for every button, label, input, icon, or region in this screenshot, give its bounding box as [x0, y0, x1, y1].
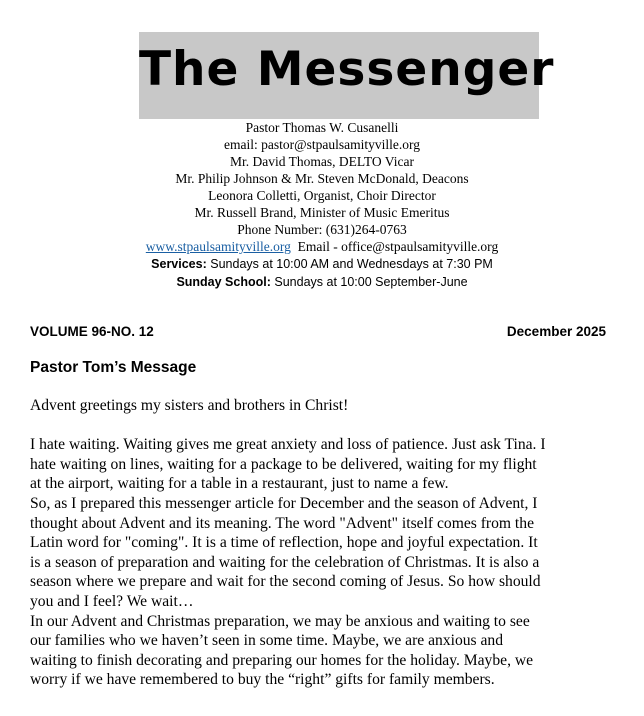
body-line: you and I feel? We wait…: [30, 592, 194, 610]
body-line: So, as I prepared this messenger article for December and the season of Advent, I: [30, 494, 538, 512]
staff-directory: [0, 119, 644, 291]
body-line: at the airport, waiting for a table in a restaurant, just to name a few.: [30, 475, 449, 493]
body-line: thought about Advent and its meaning. The word "Advent" itself comes from the: [30, 514, 534, 532]
sunday-school-label: Sunday School:: [176, 275, 271, 289]
sunday-school-text: Sundays at 10:00 September-June: [274, 275, 468, 289]
staff-line-pastor-email: email: pastor@stpaulsamityville.org: [224, 137, 420, 152]
contact-line: [0, 238, 644, 255]
body-line: I hate waiting. Waiting gives me great anxiety and loss of patience. Just ask Tina. I: [30, 436, 546, 454]
paragraph-gap: [30, 416, 620, 436]
staff-line-vicar: Mr. David Thomas, DELTO Vicar: [230, 154, 414, 169]
issue-info-row: [30, 324, 606, 344]
body-line: In our Advent and Christmas preparation, we may be anxious and waiting to see: [30, 612, 530, 630]
services-text: Sundays at 10:00 AM and Wednesdays at 7:30 PM: [210, 257, 493, 271]
body-line: Latin word for "coming". It is a time of reflection, hope and joyful expectation. It: [30, 534, 538, 552]
issue-date: December 2025: [506, 324, 606, 339]
message-heading: Pastor Tom’s Message: [30, 359, 197, 376]
staff-line-pastor: Pastor Thomas W. Cusanelli: [245, 120, 399, 135]
staff-line-phone: Phone Number: (631)264-0763: [237, 222, 407, 237]
body-line: hate waiting on lines, waiting for a package to be delivered, waiting for my flight: [30, 455, 537, 473]
volume-number: VOLUME 96-NO. 12: [30, 324, 154, 339]
sunday-school-line: [0, 273, 644, 291]
masthead-banner: [139, 32, 555, 119]
office-email: Email - office@stpaulsamityville.org: [297, 239, 499, 254]
body-line: season where we prepare and wait for the second coming of Jesus. So how should: [30, 573, 541, 591]
services-line: [0, 255, 644, 273]
body-line: our families who we haven’t seen in some time. Maybe, we are anxious and: [30, 632, 504, 650]
staff-line-music-emeritus: Mr. Russell Brand, Minister of Music Emeritus: [194, 205, 450, 220]
body-line: worry if we have remembered to buy the “right” gifts for family members.: [30, 671, 495, 689]
body-line: waiting to finish decorating and preparing our homes for the holiday. Maybe, we: [30, 651, 534, 669]
website-link[interactable]: www.stpaulsamityville.org: [145, 239, 291, 254]
newsletter-title: The Messenger: [139, 42, 555, 97]
body-line: is a season of preparation and waiting for the celebration of Christmas. It is also a: [30, 553, 540, 571]
services-label: Services:: [151, 257, 207, 271]
staff-line-organist: Leonora Colletti, Organist, Choir Director: [208, 188, 436, 203]
message-greeting: Advent greetings my sisters and brothers in Christ!: [30, 397, 349, 414]
message-body: [30, 396, 620, 690]
staff-line-deacons: Mr. Philip Johnson & Mr. Steven McDonald, Deacons: [175, 171, 469, 186]
